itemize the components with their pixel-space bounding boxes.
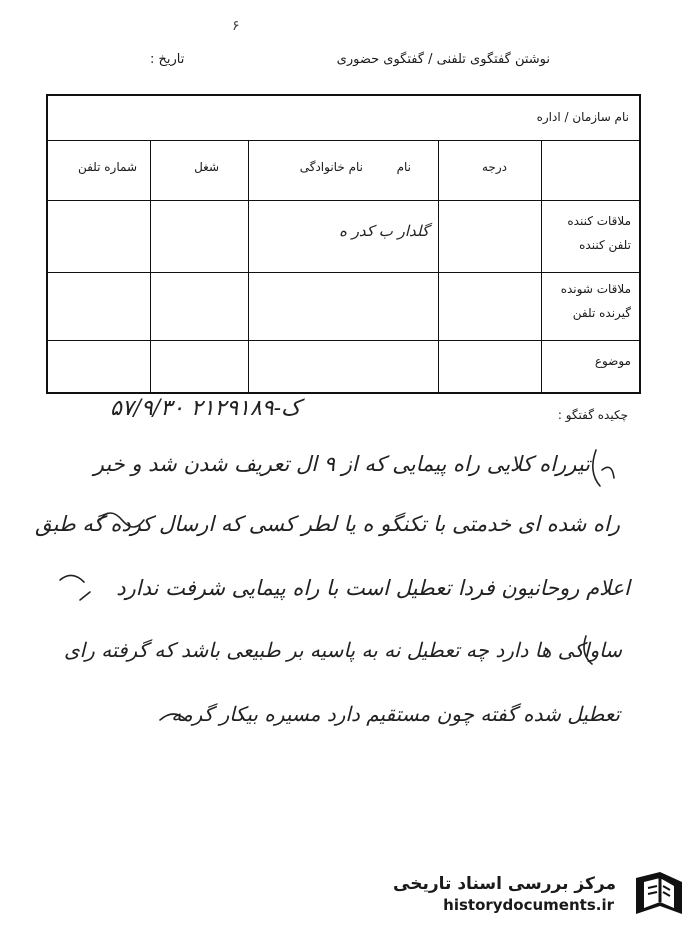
handwritten-line: اعلام روحانیون فردا تعطیل است با راه پیمایی شرفت ندارد bbox=[116, 576, 630, 600]
row-visited-label: ملاقات شونده bbox=[560, 282, 631, 296]
form-title: نوشتن گفتگوی تلفنی / گفتگوی حضوری bbox=[336, 52, 550, 67]
col-job: شغل bbox=[194, 160, 219, 174]
org-label: نام سازمان / اداره bbox=[536, 110, 629, 124]
row-visitor-label: ملاقات کننده bbox=[567, 214, 631, 228]
pen-stroke bbox=[584, 636, 592, 664]
date-label: تاریخ : bbox=[150, 52, 185, 67]
archive-url: historydocuments.ir bbox=[443, 896, 614, 914]
handwritten-line: تیرراه کلایی راه پیمایی که از ۹ ال تعریف شدن شد و خبر bbox=[93, 452, 590, 476]
subject-label: موضوع bbox=[594, 354, 631, 368]
archive-name: مرکز بررسی اسناد تاریخی bbox=[393, 874, 616, 894]
col-phone: شماره تلفن bbox=[77, 160, 137, 174]
pen-stroke bbox=[100, 513, 144, 527]
corner-mark: ۶ bbox=[232, 18, 240, 34]
row-receiver-label: گیرنده تلفن bbox=[572, 306, 631, 320]
pen-stroke bbox=[593, 450, 614, 486]
handwritten-line: راه شده ای خدمتی با تکنگو ه یا لطر کسی که ارسال کرده گه طبق bbox=[35, 512, 620, 536]
summary-label: چکیده گفتگو : bbox=[557, 408, 628, 422]
col-first-name: نام bbox=[396, 160, 411, 174]
pen-stroke bbox=[60, 575, 90, 600]
reference-number: ۵۷/۹/۳۰ ک-۲۱۲۹۱۸۹ bbox=[110, 396, 301, 421]
handwritten-line: تعطیل شده گفته چون مستقیم دارد مسیره بیکار گرمه bbox=[171, 702, 620, 726]
book-icon bbox=[630, 868, 688, 922]
pen-stroke bbox=[160, 714, 186, 720]
handwritten-line: ساواکی ها دارد چه تعطیل نه به پاسیه بر طبیعی باشد که گرفته رای bbox=[63, 638, 622, 662]
col-rank: درجه bbox=[482, 160, 507, 174]
col-last-name: نام خانوادگی bbox=[299, 160, 363, 174]
row-caller-label: تلفن کننده bbox=[579, 238, 631, 252]
handwritten-name: گلدار ب کدر ه bbox=[339, 222, 429, 240]
